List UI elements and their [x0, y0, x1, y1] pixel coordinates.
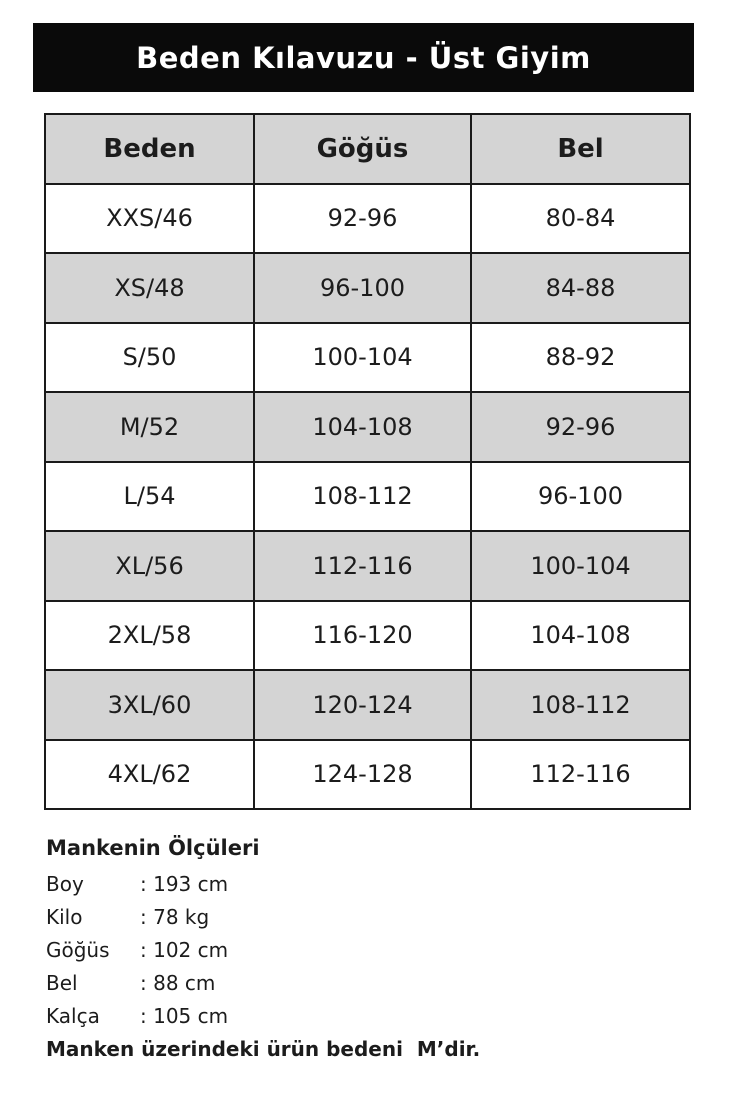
size-table-body	[45, 184, 690, 810]
table-row	[45, 670, 690, 740]
waist-cell: 96-100	[471, 462, 690, 532]
measurement-label: Bel	[46, 971, 78, 995]
measurement-value: : 105 cm	[140, 1004, 229, 1028]
chest-cell: 92-96	[254, 184, 471, 254]
column-header-size: Beden	[45, 114, 254, 184]
size-table-header	[45, 114, 690, 184]
waist-cell: 112-116	[471, 740, 690, 810]
model-measurements-list	[46, 868, 686, 1033]
measurement-label: Kilo	[46, 905, 83, 929]
chest-cell: 104-108	[254, 392, 471, 462]
waist-cell: 92-96	[471, 392, 690, 462]
size-cell: 3XL/60	[45, 670, 254, 740]
waist-cell: 84-88	[471, 253, 690, 323]
size-cell: XL/56	[45, 531, 254, 601]
measurement-item	[46, 1000, 686, 1033]
table-row	[45, 740, 690, 810]
table-row	[45, 253, 690, 323]
measurement-item	[46, 901, 686, 934]
table-row	[45, 392, 690, 462]
measurement-item	[46, 934, 686, 967]
size-cell: 4XL/62	[45, 740, 254, 810]
chest-cell: 96-100	[254, 253, 471, 323]
table-row	[45, 601, 690, 671]
measurement-label: Kalça	[46, 1004, 100, 1028]
measurement-value: : 78 kg	[140, 905, 210, 929]
waist-cell: 88-92	[471, 323, 690, 393]
model-measurements-section	[46, 836, 686, 1066]
measurement-item	[46, 967, 686, 1000]
table-row	[45, 323, 690, 393]
waist-cell: 80-84	[471, 184, 690, 254]
size-cell: 2XL/58	[45, 601, 254, 671]
table-row	[45, 531, 690, 601]
waist-cell: 108-112	[471, 670, 690, 740]
size-table	[44, 113, 691, 810]
model-size-note: Manken üzerindeki ürün bedeni M’dir.	[46, 1037, 481, 1061]
column-header-waist: Bel	[471, 114, 690, 184]
table-row	[45, 462, 690, 532]
size-cell: L/54	[45, 462, 254, 532]
measurement-label: Boy	[46, 872, 84, 896]
column-header-chest: Göğüs	[254, 114, 471, 184]
size-cell: M/52	[45, 392, 254, 462]
header-row	[45, 114, 690, 184]
measurement-label: Göğüs	[46, 938, 110, 962]
size-cell: XXS/46	[45, 184, 254, 254]
waist-cell: 104-108	[471, 601, 690, 671]
measurement-item	[46, 868, 686, 901]
measurement-value: : 193 cm	[140, 872, 229, 896]
measurement-value: : 102 cm	[140, 938, 229, 962]
waist-cell: 100-104	[471, 531, 690, 601]
chest-cell: 120-124	[254, 670, 471, 740]
chest-cell: 112-116	[254, 531, 471, 601]
chest-cell: 108-112	[254, 462, 471, 532]
table-row	[45, 184, 690, 254]
size-cell: XS/48	[45, 253, 254, 323]
chest-cell: 100-104	[254, 323, 471, 393]
page-title-banner	[33, 23, 694, 92]
chest-cell: 124-128	[254, 740, 471, 810]
size-cell: S/50	[45, 323, 254, 393]
chest-cell: 116-120	[254, 601, 471, 671]
page-title: Beden Kılavuzu - Üst Giyim	[136, 40, 591, 75]
model-measurements-heading: Mankenin Ölçüleri	[46, 836, 260, 860]
measurement-value: : 88 cm	[140, 971, 216, 995]
